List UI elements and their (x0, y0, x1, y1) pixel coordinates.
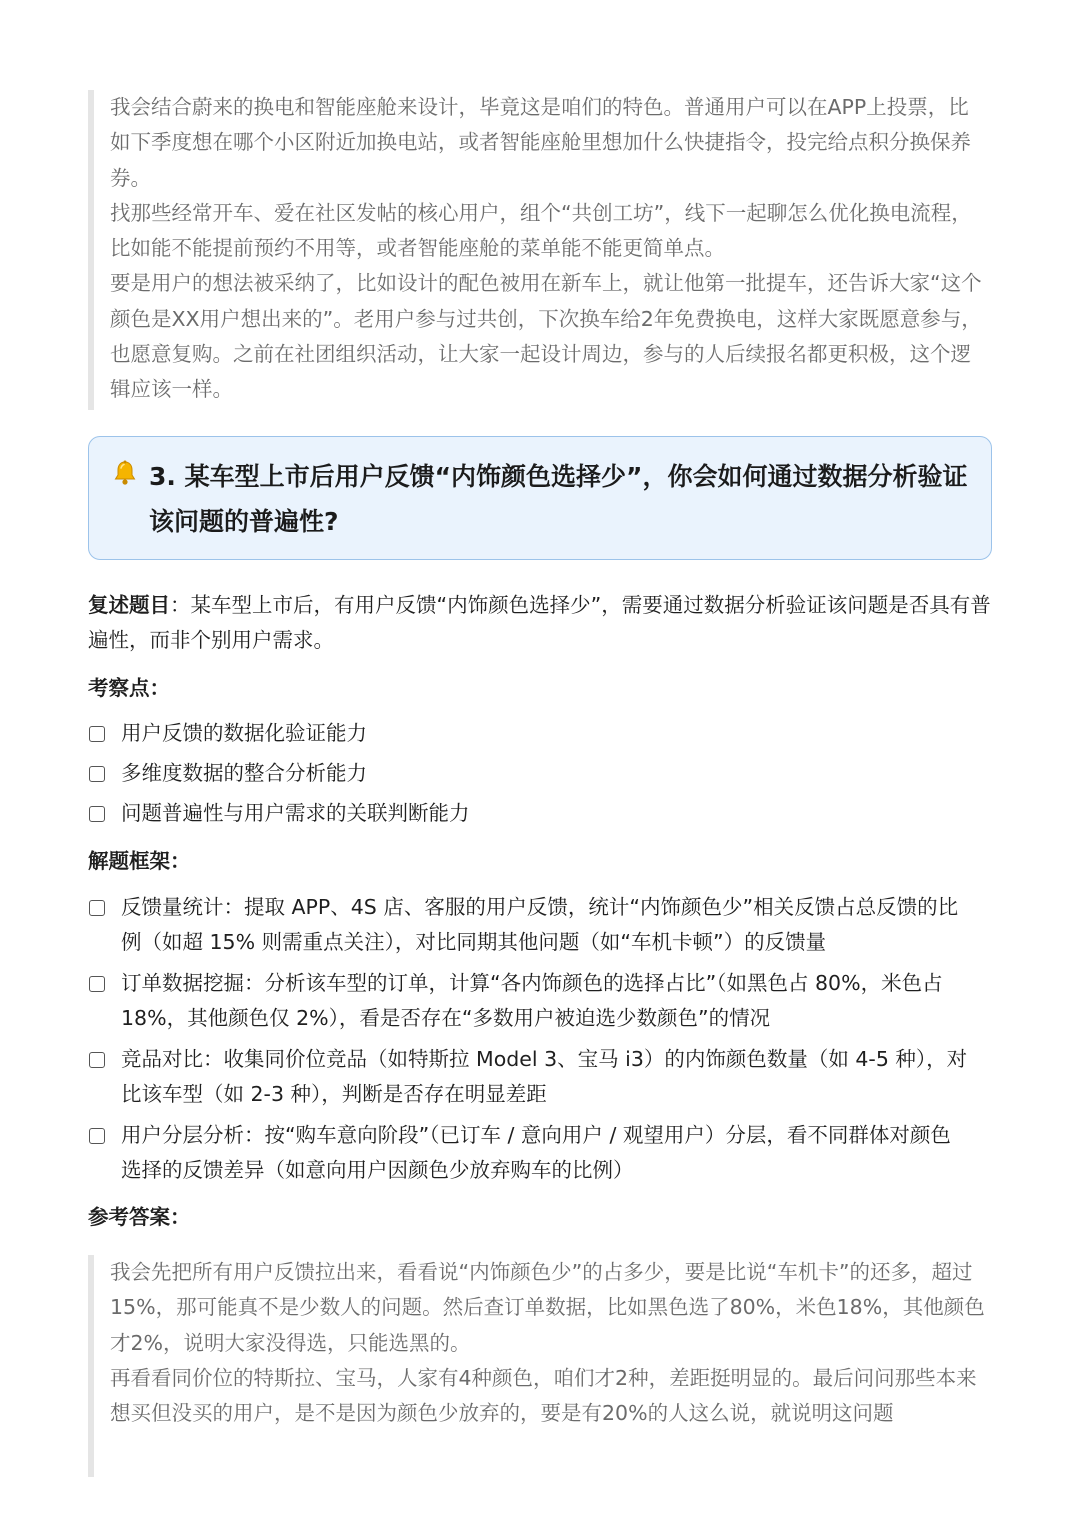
checkbox[interactable] (89, 1052, 105, 1068)
checklist-text: 用户分层分析：按“购车意向阶段”（已订车 / 意向用户 / 观望用户）分层，看不同群体对颜色选择的反馈差异（如意向用户因颜色少放弃购车的比例） (121, 1123, 951, 1183)
checklist-text: 问题普遍性与用户需求的关联判断能力 (121, 801, 470, 825)
answer-quote (88, 1255, 988, 1477)
points-heading: 考察点： (88, 676, 170, 700)
quote-paragraph: 我会结合蔚来的换电和智能座舱来设计，毕竟这是咱们的特色。普通用户可以在APP上投票，比如下季度想在哪个小区附近加换电站，或者智能座舱里想加什么快捷指令，投完给点积分换保养券。 (110, 95, 971, 190)
restate-paragraph (88, 588, 998, 659)
checklist-text: 竞品对比：收集同价位竞品（如特斯拉 Model 3、宝马 i3）的内饰颜色数量（如 4-5 种），对比该车型（如 2-3 种），判断是否存在明显差距 (121, 1047, 968, 1107)
restate-text: ：某车型上市后，有用户反馈“内饰颜色选择少”，需要通过数据分析验证该问题是否具有普遍性，而非个别用户需求。 (88, 593, 991, 653)
checklist-text: 多维度数据的整合分析能力 (121, 761, 367, 785)
checkbox[interactable] (89, 766, 105, 782)
quote-paragraph: 再看看同价位的特斯拉、宝马，人家有4种颜色，咱们才2种，差距挺明显的。最后问问那些本来想买但没买的用户，是不是因为颜色少放弃的，要是有20%的人这么说，就说明这问题 (110, 1365, 977, 1426)
quote-paragraph: 要是用户的想法被采纳了，比如设计的配色被用在新车上，就让他第一批提车，还告诉大家“这个颜色是XX用户想出来的”。老用户参与过共创，下次换车给2年免费换电，这样大家既愿意参与，也愿意复购。之前在社团组织活动，让大家一起设计周边，参与的人后续报名都更积极，这个逻辑应该一样。 (110, 271, 982, 402)
framework-heading: 解题框架： (88, 849, 191, 873)
checklist-text: 订单数据挖掘：分析该车型的订单，计算“各内饰颜色的选择占比”（如黑色占 80%，米色占 18%，其他颜色仅 2%），看是否存在“多数用户被迫选少数颜色”的情况 (121, 971, 943, 1031)
answer-heading: 参考答案： (88, 1205, 191, 1229)
checkbox[interactable] (89, 900, 105, 916)
quote-paragraph: 找那些经常开车、爱在社区发帖的核心用户，组个“共创工坊”，线下一起聊怎么优化换电流程，比如能不能提前预约不用等，或者智能座舱的菜单能不能更简单点。 (110, 200, 972, 261)
checklist-text: 反馈量统计：提取 APP、4S 店、客服的用户反馈，统计“内饰颜色少”相关反馈占总反馈的比例（如超 15% 则需重点关注），对比同期其他问题（如“车机卡顿”）的反馈量 (121, 895, 959, 955)
checkbox[interactable] (89, 1128, 105, 1144)
checkbox[interactable] (89, 806, 105, 822)
answer-quote-previous (88, 90, 988, 410)
checkbox[interactable] (89, 726, 105, 742)
checklist-text: 用户反馈的数据化验证能力 (121, 721, 367, 745)
bell-icon (111, 459, 139, 487)
restate-label: 复述题目 (88, 593, 170, 617)
question-title: 3. 某车型上市后用户反馈“内饰颜色选择少”，你会如何通过数据分析验证该问题的普遍性? (149, 462, 968, 536)
quote-paragraph: 我会先把所有用户反馈拉出来，看看说“内饰颜色少”的占多少，要是比说“车机卡”的还多，超过15%，那可能真不是少数人的问题。然后查订单数据，比如黑色选了80%，米色18%，其他颜色才2%，说明大家没得选，只能选黑的。 (110, 1260, 985, 1355)
checkbox[interactable] (89, 976, 105, 992)
question-callout (88, 436, 992, 560)
